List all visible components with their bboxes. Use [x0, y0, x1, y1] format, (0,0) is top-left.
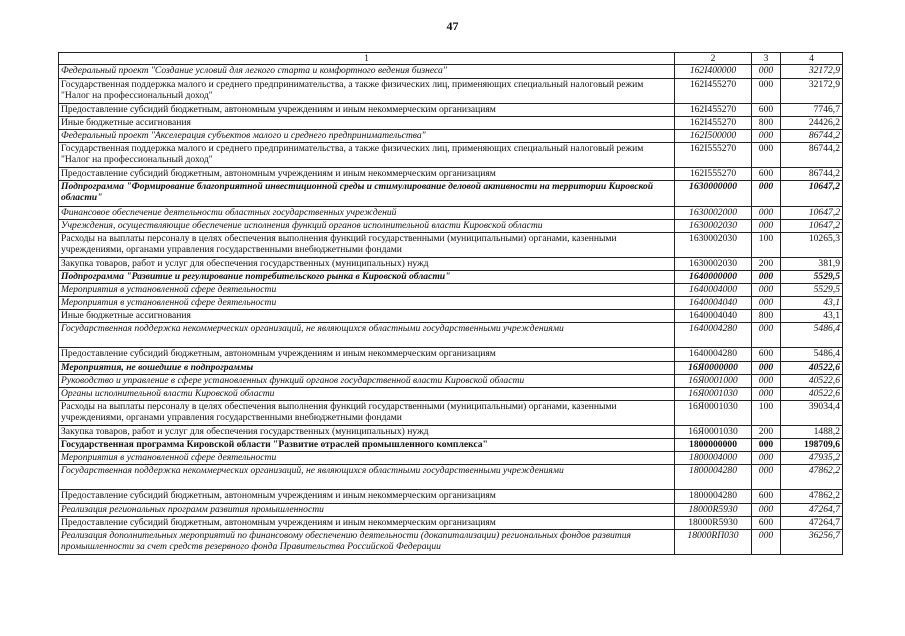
row-target-code: 162I555270 — [675, 168, 752, 181]
row-amount: 86744,2 — [781, 168, 843, 181]
row-description: Федеральный проект "Акселерация субъектов малого и среднего предпринимательства" — [59, 130, 675, 143]
row-amount: 47264,7 — [781, 504, 843, 517]
row-expense-type: 000 — [752, 181, 781, 207]
row-description: Государственная поддержка некоммерческих организаций, не являющихся областными государственными учреждениями — [59, 323, 675, 348]
row-description: Предоставление субсидий бюджетным, автономным учреждениям и иным некоммерческим организациям — [59, 348, 675, 362]
row-description: Подпрограмма "Развитие и регулирование потребительского рынка в Кировской области" — [59, 271, 675, 284]
row-description: Предоставление субсидий бюджетным, автономным учреждениям и иным некоммерческим организациям — [59, 517, 675, 530]
row-amount: 47862,2 — [781, 490, 843, 504]
row-target-code: 162I500000 — [675, 130, 752, 143]
table-row — [59, 271, 843, 284]
row-target-code: 16Я0001000 — [675, 375, 752, 388]
table-row — [59, 104, 843, 117]
row-description: Органы исполнительной власти Кировской области — [59, 388, 675, 401]
budget-table — [58, 52, 843, 555]
table-row — [59, 490, 843, 504]
row-amount: 47935,2 — [781, 452, 843, 465]
row-expense-type: 000 — [752, 284, 781, 297]
row-amount: 10647,2 — [781, 181, 843, 207]
row-target-code: 162I455270 — [675, 104, 752, 117]
table-row — [59, 426, 843, 439]
table-row — [59, 181, 843, 207]
row-expense-type: 000 — [752, 465, 781, 490]
table-row — [59, 388, 843, 401]
row-description: Предоставление субсидий бюджетным, автономным учреждениям и иным некоммерческим организациям — [59, 168, 675, 181]
row-target-code: 16Я0000000 — [675, 362, 752, 375]
row-description: Расходы на выплаты персоналу в целях обеспечения выполнения функций государственными (муниципальными) органами, казенными учреждениями, органами управления государственными внебюджетными фондами — [59, 401, 675, 426]
row-amount: 5529,5 — [781, 284, 843, 297]
row-expense-type: 600 — [752, 104, 781, 117]
row-amount: 40522,6 — [781, 388, 843, 401]
row-target-code: 16Я0001030 — [675, 401, 752, 426]
row-amount: 43,1 — [781, 297, 843, 310]
table-row — [59, 323, 843, 348]
row-amount: 10647,2 — [781, 220, 843, 233]
row-description: Мероприятия в установленной сфере деятельности — [59, 297, 675, 310]
row-expense-type: 800 — [752, 117, 781, 130]
table-row — [59, 362, 843, 375]
table-row — [59, 79, 843, 104]
table-row — [59, 233, 843, 258]
row-target-code: 162I400000 — [675, 65, 752, 79]
row-target-code: 16Я0001030 — [675, 426, 752, 439]
row-target-code: 18000R5930 — [675, 517, 752, 530]
row-target-code: 162I455270 — [675, 117, 752, 130]
row-amount: 32172,9 — [781, 79, 843, 104]
row-amount: 381,9 — [781, 258, 843, 271]
header-col-3: 3 — [752, 53, 781, 65]
row-expense-type: 000 — [752, 530, 781, 555]
row-target-code: 1640004040 — [675, 310, 752, 323]
row-expense-type: 600 — [752, 490, 781, 504]
row-target-code: 1800000000 — [675, 439, 752, 452]
table-row — [59, 207, 843, 220]
row-expense-type: 000 — [752, 323, 781, 348]
row-target-code: 18000RП030 — [675, 530, 752, 555]
table-row — [59, 452, 843, 465]
row-target-code: 1800004000 — [675, 452, 752, 465]
row-target-code: 1630002030 — [675, 258, 752, 271]
row-target-code: 162I555270 — [675, 143, 752, 168]
row-description: Государственная поддержка малого и среднего предпринимательства, а также физических лиц, применяющих специальный налоговый режим "Налог на профессиональный доход" — [59, 79, 675, 104]
row-amount: 10265,3 — [781, 233, 843, 258]
row-amount: 1488,2 — [781, 426, 843, 439]
row-description: Предоставление субсидий бюджетным, автономным учреждениям и иным некоммерческим организациям — [59, 104, 675, 117]
row-description: Реализация дополнительных мероприятий по финансовому обеспечению деятельности (докапитализации) региональных фондов развития промышленности за счет средств резервного фонда Правительства Российской Федерации — [59, 530, 675, 555]
row-amount: 47264,7 — [781, 517, 843, 530]
table-row — [59, 375, 843, 388]
row-description: Учреждения, осуществляющие обеспечение исполнения функций органов исполнительной власти Кировской области — [59, 220, 675, 233]
page-number: 47 — [446, 19, 459, 33]
row-description: Мероприятия, не вошедшие в подпрограммы — [59, 362, 675, 375]
row-expense-type: 000 — [752, 362, 781, 375]
table-row — [59, 65, 843, 79]
row-amount: 43,1 — [781, 310, 843, 323]
row-expense-type: 000 — [752, 375, 781, 388]
row-expense-type: 800 — [752, 310, 781, 323]
row-amount: 86744,2 — [781, 130, 843, 143]
row-target-code: 16Я0001030 — [675, 388, 752, 401]
row-target-code: 162I455270 — [675, 79, 752, 104]
table-row — [59, 284, 843, 297]
row-description: Предоставление субсидий бюджетным, автономным учреждениям и иным некоммерческим организациям — [59, 490, 675, 504]
row-amount: 5529,5 — [781, 271, 843, 284]
row-expense-type: 000 — [752, 143, 781, 168]
row-description: Руководство и управление в сфере установленных функций органов государственной власти Кировской области — [59, 375, 675, 388]
row-expense-type: 000 — [752, 207, 781, 220]
table-row — [59, 220, 843, 233]
row-amount: 32172,9 — [781, 65, 843, 79]
row-target-code: 1630002030 — [675, 220, 752, 233]
row-target-code: 18000R5930 — [675, 504, 752, 517]
table-row — [59, 297, 843, 310]
row-expense-type: 200 — [752, 426, 781, 439]
row-target-code: 1630002030 — [675, 233, 752, 258]
row-description: Государственная программа Кировской области "Развитие отраслей промышленного комплекса" — [59, 439, 675, 452]
row-description: Закупка товаров, работ и услуг для обеспечения государственных (муниципальных) нужд — [59, 426, 675, 439]
row-description: Федеральный проект "Создание условий для легкого старта и комфортного ведения бизнеса" — [59, 65, 675, 79]
row-expense-type: 200 — [752, 258, 781, 271]
row-description: Подпрограмма "Формирование благоприятной инвестиционной среды и стимулирование деловой активности на территории Кировской области" — [59, 181, 675, 207]
row-expense-type: 000 — [752, 388, 781, 401]
row-target-code: 1800004280 — [675, 490, 752, 504]
row-expense-type: 600 — [752, 348, 781, 362]
row-expense-type: 000 — [752, 220, 781, 233]
row-target-code: 1640004040 — [675, 297, 752, 310]
header-col-4: 4 — [781, 53, 843, 65]
row-amount: 5486,4 — [781, 323, 843, 348]
table-row — [59, 348, 843, 362]
row-target-code: 1640004280 — [675, 323, 752, 348]
table-row — [59, 517, 843, 530]
row-target-code: 1640004000 — [675, 284, 752, 297]
row-amount: 39034,4 — [781, 401, 843, 426]
row-expense-type: 000 — [752, 439, 781, 452]
table-row — [59, 117, 843, 130]
row-expense-type: 600 — [752, 517, 781, 530]
table-header-row — [59, 53, 843, 65]
table-row — [59, 439, 843, 452]
row-amount: 47862,2 — [781, 465, 843, 490]
table-row — [59, 168, 843, 181]
row-expense-type: 100 — [752, 233, 781, 258]
row-expense-type: 000 — [752, 297, 781, 310]
row-amount: 24426,2 — [781, 117, 843, 130]
row-expense-type: 100 — [752, 401, 781, 426]
row-expense-type: 000 — [752, 271, 781, 284]
row-expense-type: 000 — [752, 504, 781, 517]
row-target-code: 1800004280 — [675, 465, 752, 490]
row-target-code: 1640004280 — [675, 348, 752, 362]
row-description: Расходы на выплаты персоналу в целях обеспечения выполнения функций государственными (муниципальными) органами, казенными учреждениями, органами управления государственными внебюджетными фондами — [59, 233, 675, 258]
row-amount: 5486,4 — [781, 348, 843, 362]
table-row — [59, 504, 843, 517]
row-amount: 86744,2 — [781, 143, 843, 168]
row-target-code: 1640000000 — [675, 271, 752, 284]
header-col-1: 1 — [59, 53, 675, 65]
row-description: Иные бюджетные ассигнования — [59, 117, 675, 130]
table-row — [59, 465, 843, 490]
row-expense-type: 000 — [752, 79, 781, 104]
row-target-code: 1630000000 — [675, 181, 752, 207]
table-row — [59, 258, 843, 271]
row-expense-type: 000 — [752, 452, 781, 465]
row-amount: 36256,7 — [781, 530, 843, 555]
row-description: Мероприятия в установленной сфере деятельности — [59, 452, 675, 465]
row-amount: 40522,6 — [781, 375, 843, 388]
header-col-2: 2 — [675, 53, 752, 65]
table-row — [59, 130, 843, 143]
row-description: Закупка товаров, работ и услуг для обеспечения государственных (муниципальных) нужд — [59, 258, 675, 271]
row-expense-type: 000 — [752, 130, 781, 143]
row-description: Государственная поддержка некоммерческих организаций, не являющихся областными государственными учреждениями — [59, 465, 675, 490]
row-expense-type: 000 — [752, 65, 781, 79]
row-amount: 198709,6 — [781, 439, 843, 452]
row-description: Мероприятия в установленной сфере деятельности — [59, 284, 675, 297]
row-expense-type: 600 — [752, 168, 781, 181]
table-row — [59, 401, 843, 426]
table-row — [59, 530, 843, 555]
row-amount: 7746,7 — [781, 104, 843, 117]
table-row — [59, 143, 843, 168]
row-description: Финансовое обеспечение деятельности областных государственных учреждений — [59, 207, 675, 220]
row-description: Реализация региональных программ развития промышленности — [59, 504, 675, 517]
row-description: Иные бюджетные ассигнования — [59, 310, 675, 323]
row-description: Государственная поддержка малого и среднего предпринимательства, а также физических лиц, применяющих специальный налоговый режим "Налог на профессиональный доход" — [59, 143, 675, 168]
row-amount: 40522,6 — [781, 362, 843, 375]
table-row — [59, 310, 843, 323]
row-target-code: 1630002000 — [675, 207, 752, 220]
row-amount: 10647,2 — [781, 207, 843, 220]
